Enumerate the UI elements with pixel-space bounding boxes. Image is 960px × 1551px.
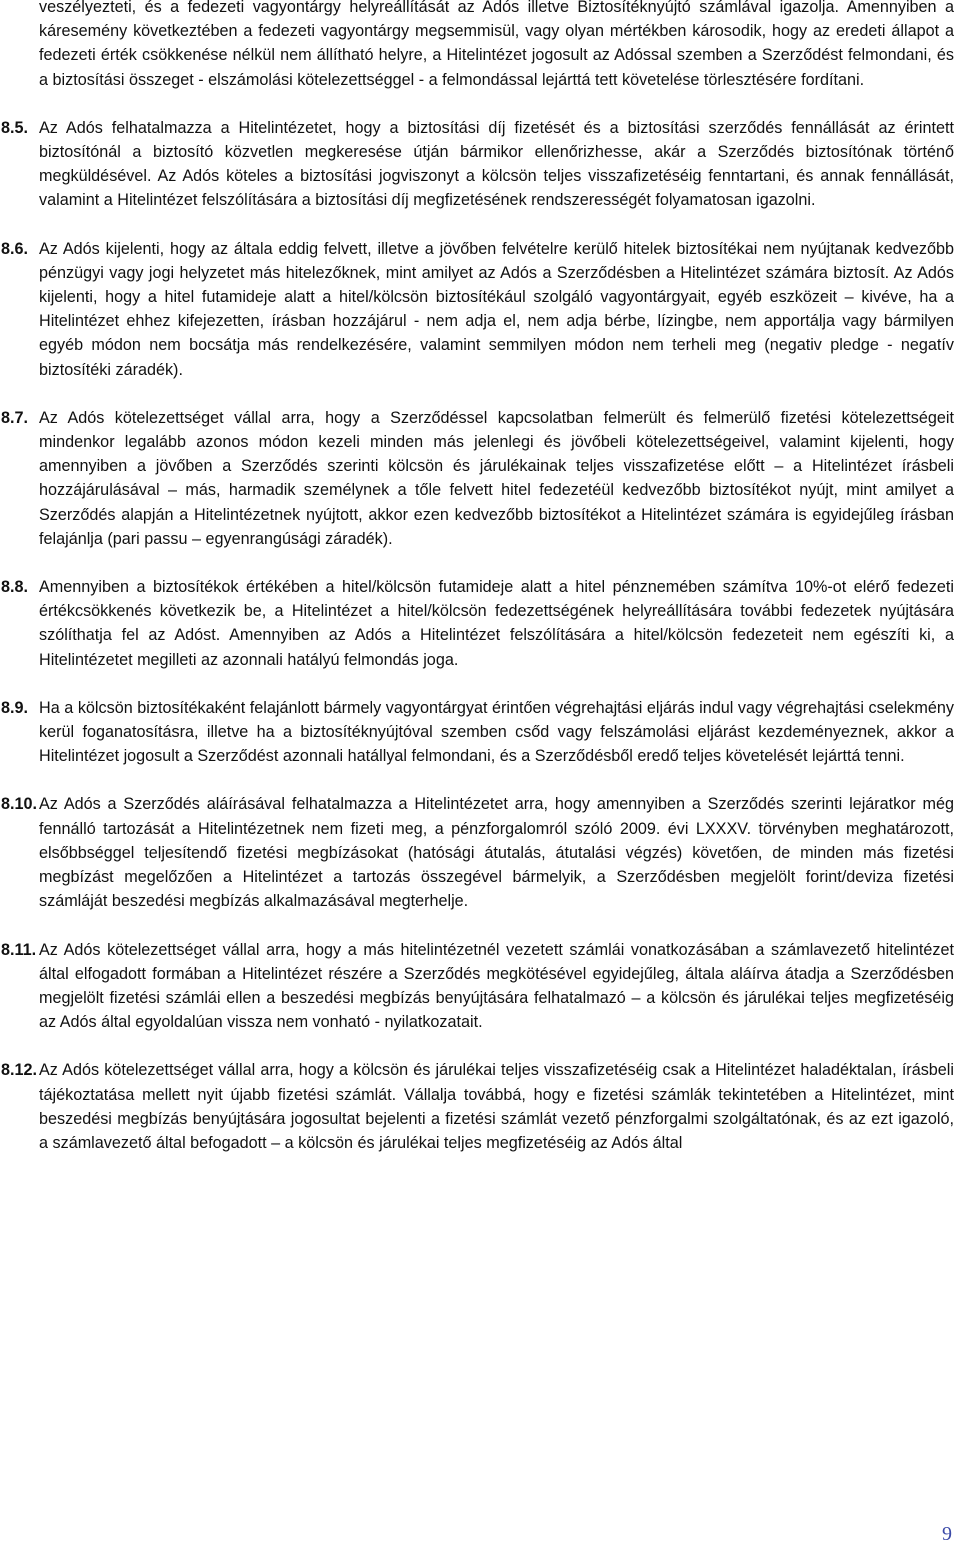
section-text: Az Adós kötelezettséget vállal arra, hogy a Szerződéssel kapcsolatban felmerült és felmerülő fizetési kötelezettségeit mindenkor legalább azonos módon kezeli minden más jelenlegi és jövőbeli kötelezettségeivel, valamint kijelenti, hogy amennyiben a jövőben a Szerződés szerinti kölcsön és járulékainak teljes visszafizetése előtt – a Hitelintézet írásbeli hozzájárulásával – más, harmadik személynek a tőle felvett hitel fedezetéül kedvezőbb biztosítékot nyújt, mint amilyet a Szerződés alapján a Hitelintézetnek nyújtott, akkor ezen kedvezőbb biztosítékot a Hitelintézet számára is egyidejűleg írásban felajánlja (pari passu – egyenrangúsági záradék). (39, 408, 954, 548)
section-number: 8.9. (1, 698, 29, 717)
section-text: Az Adós kötelezettséget vállal arra, hogy a kölcsön és járulékai teljes visszafizetéséig csak a Hitelintézet haladéktalan, írásbeli tájékoztatása mellett nyit újabb fizetési számlát. Vállalja továbbá, hogy e fizetési számlák tekintetében a Hitelintézet, mint beszedési megbízás benyújtására jogosultat bejelenti a fizetési számlát vezető pénzforgalmi szolgáltatónak, és az ezt igazoló, a számlavezető által befogadott – a kölcsön és járulékai teljes megfizetéséig az Adós által (39, 1061, 954, 1152)
section-number: 8.6. (1, 239, 29, 258)
section-8-10 (1, 792, 954, 913)
section-text: Ha a kölcsön biztosítékaként felajánlott bármely vagyontárgyat érintően végrehajtási eljárás indul vagy végrehajtási cselekmény kerül foganatosításra, illetve ha a biztosítéknyújtóval szemben csőd vagy felszámolási eljárást kezdeményeznek, akkor a Hitelintézet jogosult a Szerződést azonnali hatállyal felmondani, és a Szerződésből eredő teljes követelését lejárttá tenni. (39, 698, 954, 766)
section-text: Az Adós felhatalmazza a Hitelintézetet, hogy a biztosítási díj fizetését és a biztosítási szerződés fennállását az érintett biztosítónál a biztosító közvetlen megkeresése útján bármikor ellenőrizhesse, akár a Szerződés biztosítónak történő megküldésével. Az Adós köteles a biztosítási jogviszonyt a kölcsön teljes visszafizetéséig fenntartani, és annak fennállását, valamint a Hitelintézet felszólítására a biztosítási díj megfizetésének rendszerességét folyamatosan igazolni. (39, 118, 954, 210)
section-number: 8.7. (1, 408, 29, 427)
section-text: Az Adós kijelenti, hogy az általa eddig felvett, illetve a jövőben felvételre kerülő hitelek biztosítékai nem nyújtanak kedvezőbb pénzügyi vagy jogi helyzetet más hitelezőknek, mint amilyet az Adós a Szerződésben a Hitelintézet számára biztosít. Az Adós kijelenti, hogy a hitel futamideje alatt a hitel/kölcsön biztosítékául szolgáló vagyontárgyait, egyéb eszközeit – kivéve, ha a Hitelintézet ehhez kifejezetten, írásban hozzájárul - nem adja el, nem adja bérbe, lízingbe, nem apportálja vagy bármilyen egyéb módon nem bocsátja más rendelkezésére, valamint semmilyen módon nem terheli meg (negativ pledge - negatív biztosítéki záradék). (39, 239, 954, 379)
section-number: 8.12. (1, 1061, 38, 1080)
document-body (1, 0, 954, 1155)
section-8-9 (1, 696, 954, 769)
page-number: 9 (942, 1523, 952, 1545)
section-8-7 (1, 406, 954, 551)
section-number: 8.8. (1, 578, 29, 597)
section-8-5 (1, 116, 954, 213)
section-number: 8.5. (1, 118, 29, 137)
intro-paragraph: veszélyezteti, és a fedezeti vagyontárgy helyreállítását az Adós illetve Biztosítéknyújtó számlával igazolja. Amennyiben a káresemény következtében a fedezeti vagyontárgy megsemmisül, vagy olyan mértékben károsodik, hogy az eredeti állapot a fedezeti érték csökkenése nélkül nem állítható helyre, a Hitelintézet jogosult az Adóssal szemben a Szerződést felmondani, és a biztosítási összeget - elszámolási kötelezettséggel - a felmondással lejárttá tett követelése törlesztésére fordítani. (39, 0, 954, 89)
section-text: Az Adós kötelezettséget vállal arra, hogy a más hitelintézetnél vezetett számlái vonatkozásában a számlavezető hitelintézet által elfogadott formában a Hitelintézet részére a Szerződés megkötésével egyidejűleg, általa aláírva átadja a Szerződésben megjelölt fizetési számlái ellen a beszedési megbízás benyújtására felhatalmazó – a kölcsön és járulékai teljes megfizetéséig az Adós által egyoldalúan vissza nem vonható - nyilatkozatait. (39, 940, 954, 1032)
section-text: Az Adós a Szerződés aláírásával felhatalmazza a Hitelintézetet arra, hogy amennyiben a Szerződés szerinti lejáratkor még fennálló tartozását a Hitelintézetnek nem fizeti meg, a pénzforgalomról szóló 2009. évi LXXXV. törvényben meghatározott, elsőbbséggel teljesítendő fizetési megbízásokat (hatósági átutalás, átutalási végzés) követően, de minden más fizetési megbízást megelőzően a Hitelintézet a tartozás összegével bármelyik, a Szerződésben megjelölt forint/deviza fizetési számláját beszedési megbízás alkalmazásával megterhelje. (39, 795, 954, 911)
section-8-8 (1, 575, 954, 672)
section-8-12 (1, 1058, 954, 1155)
section-8-11 (1, 938, 954, 1035)
section-number: 8.11. (1, 940, 37, 959)
section-number: 8.10. (1, 795, 38, 814)
section-8-6 (1, 237, 954, 382)
section-text: Amennyiben a biztosítékok értékében a hitel/kölcsön futamideje alatt a hitel pénznemében számítva 10%-ot elérő fedezeti értékcsökkenés következik be, a Hitelintézet a hitel/kölcsön fedezettségének helyreállítására további fedezetek nyújtására szólíthatja fel az Adóst. Amennyiben az Adós a Hitelintézet felszólítására a hitel/kölcsön fedezeteit nem egészíti ki, a Hitelintézetet megilleti az azonnali hatályú felmondás joga. (39, 578, 954, 669)
